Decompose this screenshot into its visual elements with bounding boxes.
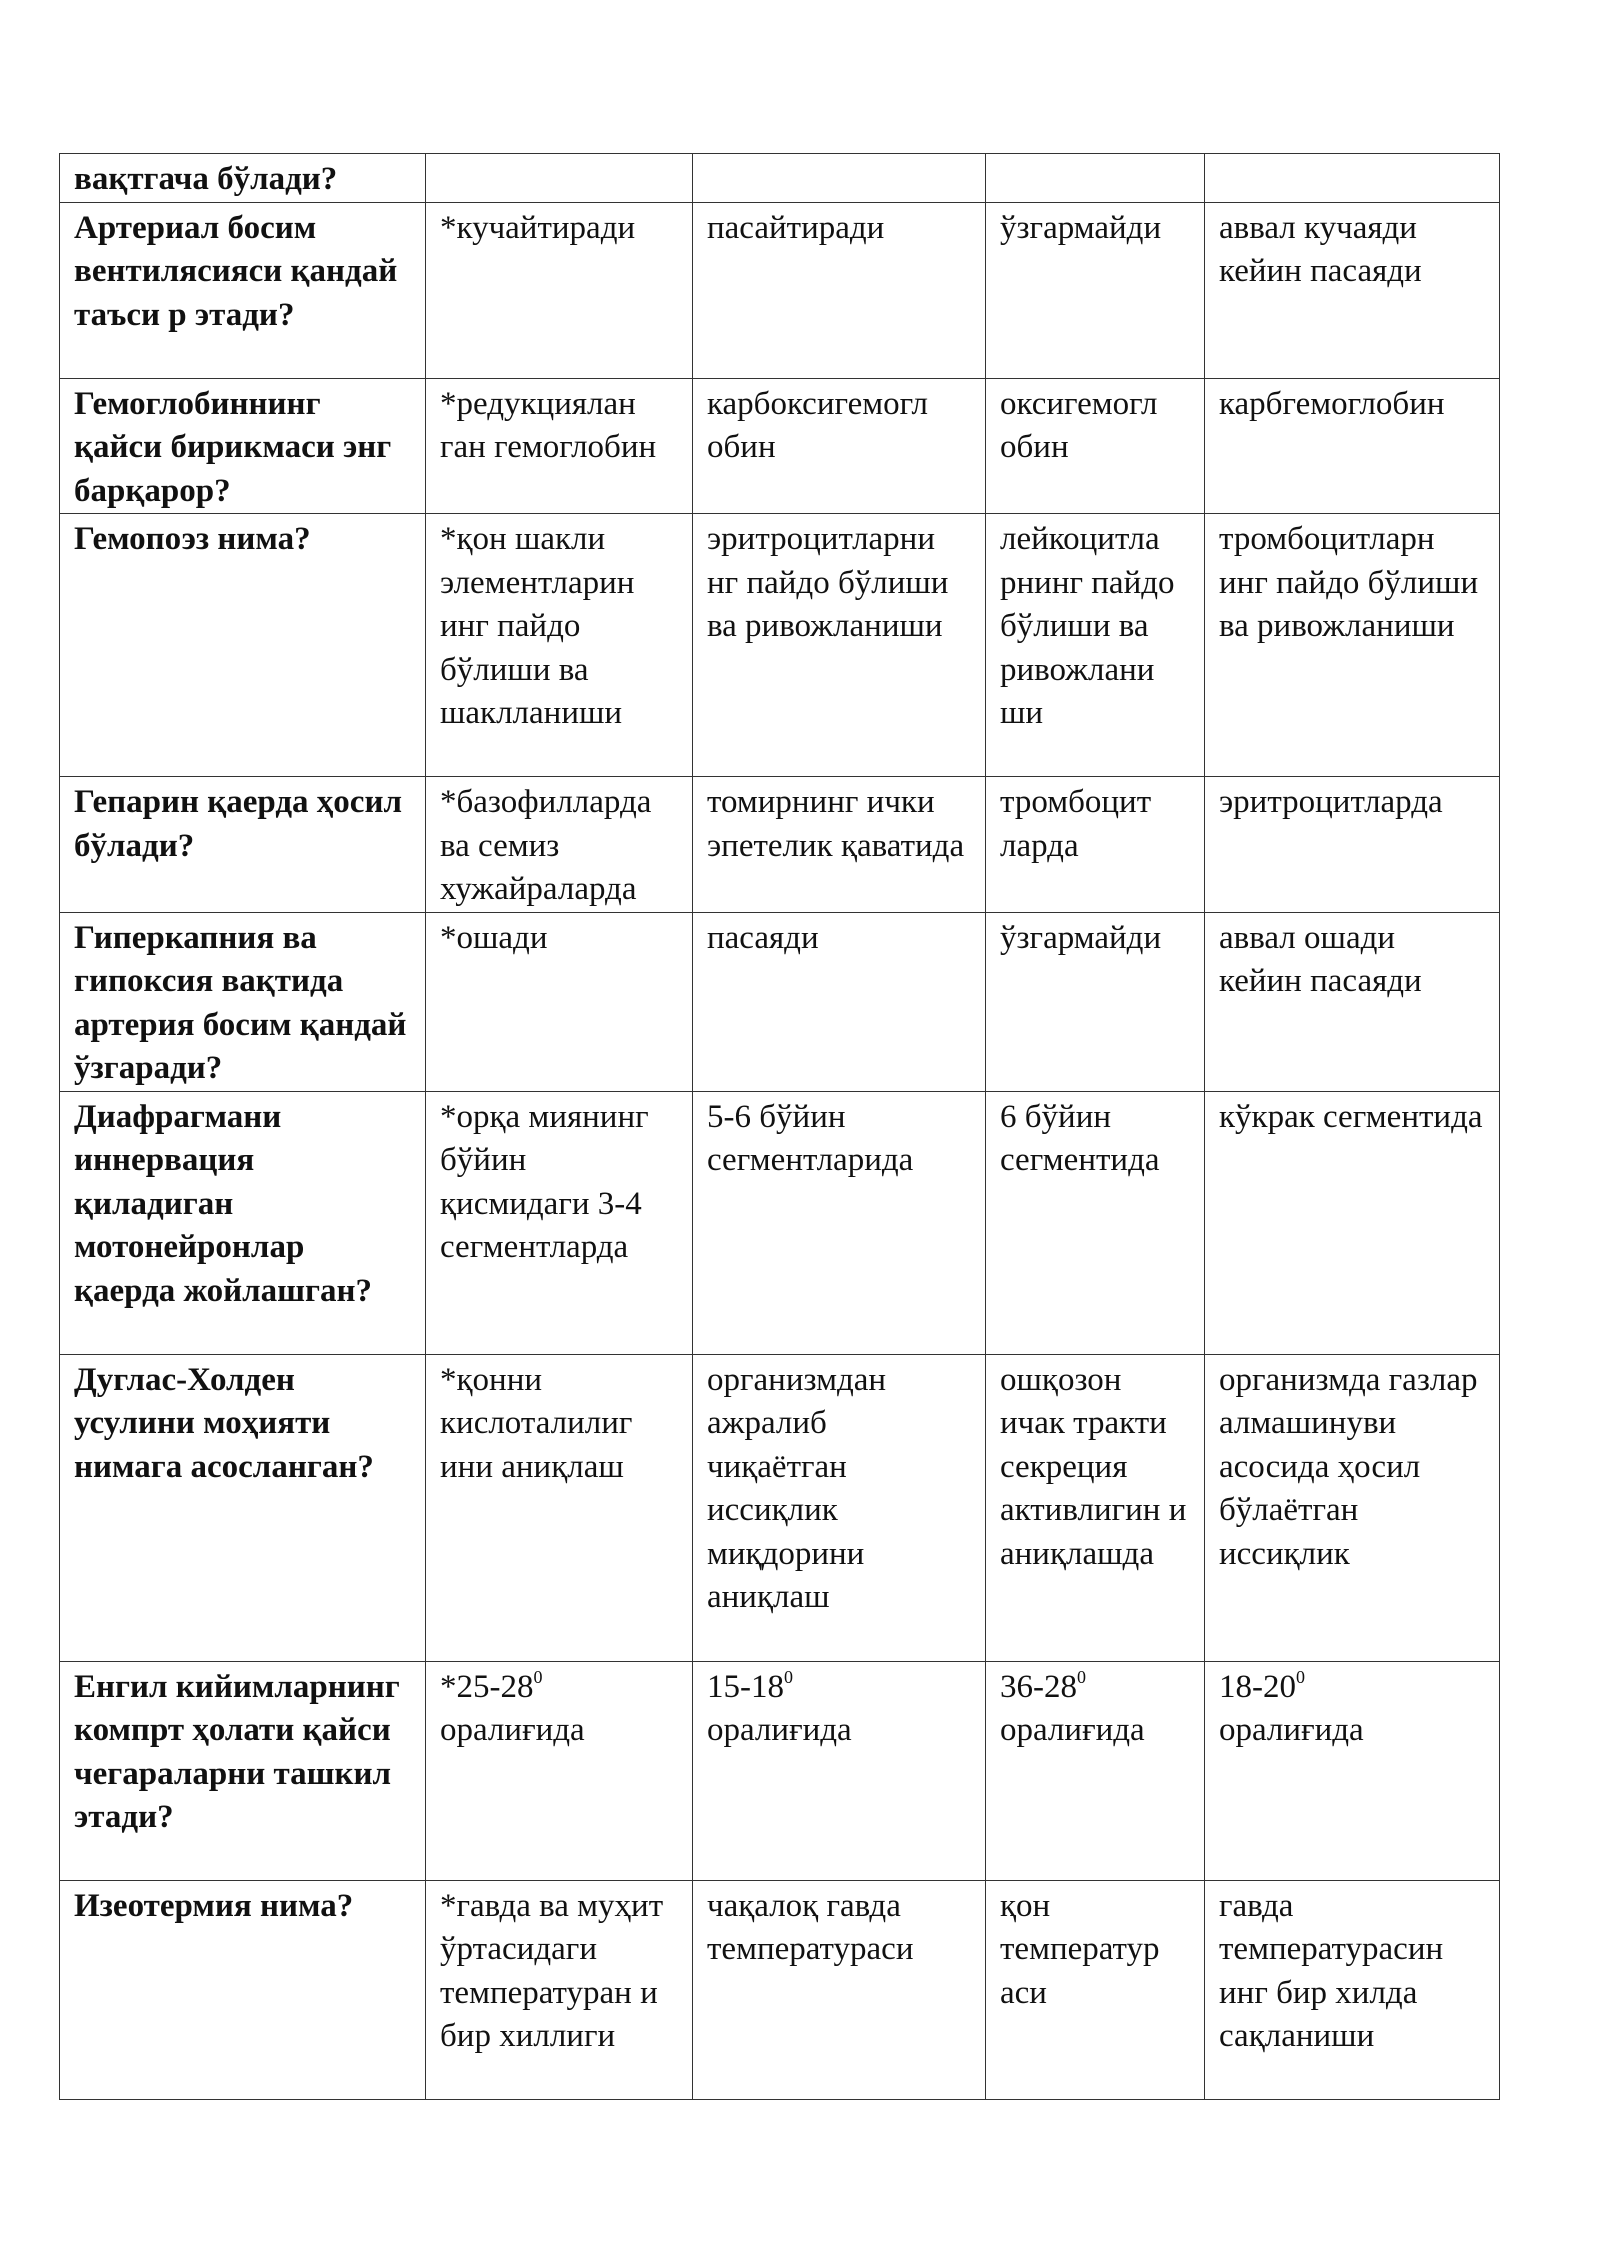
question-cell: Дуглас-Холден усулини моҳияти нимага асосланган?	[60, 1354, 426, 1661]
answer-correct-cell: *кучайтиради	[426, 202, 693, 378]
answer-option-cell	[1205, 154, 1500, 203]
answer-option-cell: оксигемогл обин	[986, 378, 1205, 514]
answer-option-cell: эритроцитларда	[1205, 777, 1500, 913]
answer-option-cell	[986, 1661, 1205, 1880]
table-row	[60, 378, 1500, 514]
answer-range-suffix: оралиғида	[1000, 1712, 1145, 1748]
answer-option-cell: 5-6 бўйин сегментларида	[693, 1091, 986, 1354]
answer-option-cell	[693, 1661, 986, 1880]
answer-option-cell: аввал кучаяди кейин пасаяди	[1205, 202, 1500, 378]
answer-correct-cell: *қон шакли элементларин инг пайдо бўлиши ва шаклланиши	[426, 514, 693, 777]
answer-range-suffix: оралиғида	[707, 1712, 852, 1748]
answer-range: *25-28	[440, 1668, 534, 1705]
answer-range-suffix: оралиғида	[1219, 1712, 1364, 1748]
answer-option-cell: лейкоцитла рнинг пайдо бўлиши ва ривожлани ши	[986, 514, 1205, 777]
answer-option-cell: гавда температурасин инг бир хилда сақланиши	[1205, 1880, 1500, 2099]
table-row	[60, 1661, 1500, 1880]
answer-option-cell: ўзгармайди	[986, 202, 1205, 378]
answer-option-cell: тромбоцит ларда	[986, 777, 1205, 913]
table-row	[60, 1091, 1500, 1354]
question-cell: Диафрагмани иннервация қиладиган мотонейронлар қаерда жойлашган?	[60, 1091, 426, 1354]
answer-correct-cell: *базофилларда ва семиз хужайраларда	[426, 777, 693, 913]
answer-option-cell	[986, 154, 1205, 203]
degree-superscript: 0	[784, 1666, 793, 1687]
degree-superscript: 0	[1296, 1666, 1305, 1687]
answer-correct-cell	[426, 1661, 693, 1880]
answer-correct-cell: *қонни кислоталилиг ини аниқлаш	[426, 1354, 693, 1661]
table-row	[60, 202, 1500, 378]
answer-option-cell: ошқозон ичак тракти секреция активлигин и аниқлашда	[986, 1354, 1205, 1661]
answer-option-cell: ўзгармайди	[986, 912, 1205, 1091]
table-row	[60, 514, 1500, 777]
question-cell: Гемоглобиннинг қайси бирикмаси энг барқарор?	[60, 378, 426, 514]
answer-option-cell: кўкрак сегментида	[1205, 1091, 1500, 1354]
answer-correct-cell: *ошади	[426, 912, 693, 1091]
answer-option-cell	[1205, 1661, 1500, 1880]
table-row	[60, 777, 1500, 913]
table-row	[60, 912, 1500, 1091]
answer-option-cell: пасайтиради	[693, 202, 986, 378]
answer-option-cell: эритроцитларни нг пайдо бўлиши ва ривожланиши	[693, 514, 986, 777]
answer-option-cell: организмдан ажралиб чиқаётган иссиқлик миқдорини аниқлаш	[693, 1354, 986, 1661]
answer-correct-cell: *редукциялан ган гемоглобин	[426, 378, 693, 514]
answer-correct-cell: *орқа миянинг бўйин қисмидаги 3-4 сегментларда	[426, 1091, 693, 1354]
answer-option-cell: карбоксигемогл обин	[693, 378, 986, 514]
question-cell: Гиперкапния ва гипоксия вақтида артерия босим қандай ўзгаради?	[60, 912, 426, 1091]
degree-superscript: 0	[533, 1666, 543, 1687]
degree-superscript: 0	[1077, 1666, 1086, 1687]
answer-option-cell: тромбоцитларн инг пайдо бўлиши ва ривожланиши	[1205, 514, 1500, 777]
answer-option-cell: карбгемоглобин	[1205, 378, 1500, 514]
answer-option-cell: қон температур аси	[986, 1880, 1205, 2099]
answer-range: 36-28	[1000, 1668, 1077, 1705]
question-cell: Артериал босим вентилясияси қандай таъси р этади?	[60, 202, 426, 378]
answer-option-cell: чақалоқ гавда температураси	[693, 1880, 986, 2099]
answer-option-cell: 6 бўйин сегментида	[986, 1091, 1205, 1354]
answer-correct-cell	[426, 154, 693, 203]
answer-option-cell: томирнинг ички эпетелик қаватида	[693, 777, 986, 913]
answer-option-cell: пасаяди	[693, 912, 986, 1091]
answer-option-cell	[693, 154, 986, 203]
answer-range-suffix: оралиғида	[440, 1712, 585, 1748]
question-cell: Изеотермия нима?	[60, 1880, 426, 2099]
answer-range: 18-20	[1219, 1668, 1296, 1705]
answer-option-cell: аввал ошади кейин пасаяди	[1205, 912, 1500, 1091]
table-row	[60, 1354, 1500, 1661]
table-row	[60, 1880, 1500, 2099]
question-cell: Гемопоэз нима?	[60, 514, 426, 777]
question-cell: Гепарин қаерда ҳосил бўлади?	[60, 777, 426, 913]
question-table	[59, 153, 1500, 2100]
answer-range: 15-18	[707, 1668, 784, 1705]
question-cell: Енгил кийимларнинг компрт ҳолати қайси чегараларни ташкил этади?	[60, 1661, 426, 1880]
answer-correct-cell: *гавда ва муҳит ўртасидаги температуран и бир хиллиги	[426, 1880, 693, 2099]
question-cell: вақтгача бўлади?	[60, 154, 426, 203]
answer-option-cell: организмда газлар алмашинуви асосида ҳосил бўлаётган иссиқлик	[1205, 1354, 1500, 1661]
table-row	[60, 154, 1500, 203]
